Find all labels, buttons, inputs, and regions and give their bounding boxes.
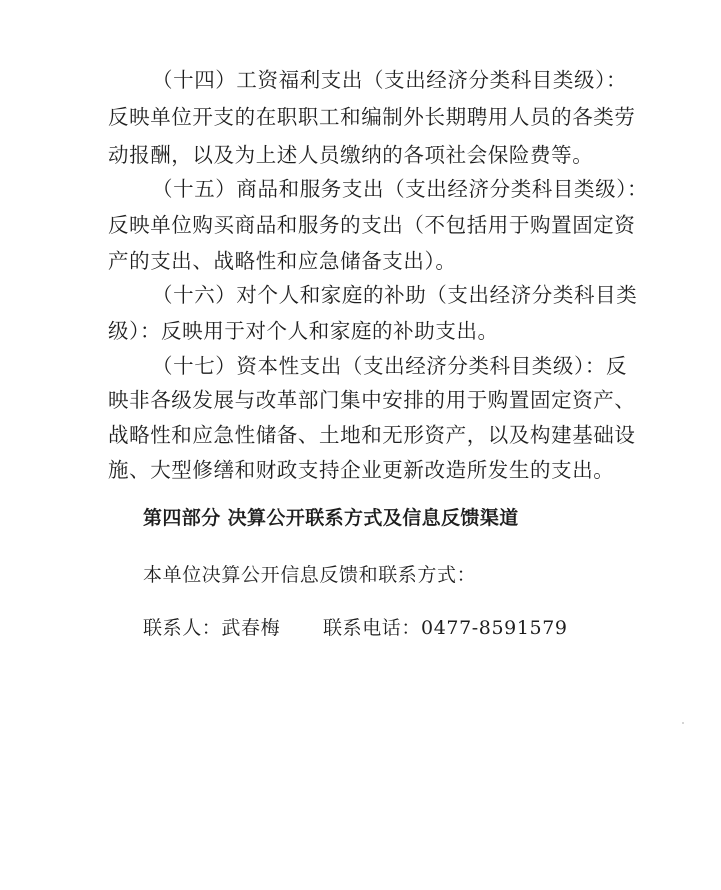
paragraph-16-line-1: （十六）对个人和家庭的补助（支出经济分类科目类 [152,283,638,307]
paragraph-17-line-4: 施、大型修缮和财政支持企业更新改造所发生的支出。 [108,458,615,482]
section-heading: 第四部分 决算公开联系方式及信息反馈渠道 [143,507,519,529]
paragraph-17-line-1: （十七）资本性支出（支出经济分类科目类级）：反 [152,354,628,378]
scan-speck [682,722,684,724]
paragraph-14-line-1: （十四）工资福利支出（支出经济分类科目类级）： [152,68,628,92]
paragraph-14-line-2: 反映单位开支的在职职工和编制外长期聘用人员的各类劳 [108,105,636,129]
paragraph-17-line-3: 战略性和应急性储备、土地和无形资产，以及构建基础设 [108,423,636,447]
paragraph-14-line-3: 动报酬，以及为上述人员缴纳的各项社会保险费等。 [108,143,594,167]
contact-phone: 联系电话：0477-8591579 [323,617,568,639]
paragraph-15-line-2: 反映单位购买商品和服务的支出（不包括用于购置固定资 [108,213,636,237]
contact-intro: 本单位决算公开信息反馈和联系方式： [143,564,477,586]
paragraph-17-line-2: 映非各级发展与改革部门集中安排的用于购置固定资产、 [108,388,636,412]
contact-person: 联系人：武春梅 [143,617,281,639]
paragraph-16-line-2: 级）：反映用于对个人和家庭的补助支出。 [108,319,499,343]
paragraph-15-line-1: （十五）商品和服务支出（支出经济分类科目类级）： [152,177,649,201]
paragraph-15-line-3: 产的支出、战略性和应急储备支出）。 [108,249,457,273]
